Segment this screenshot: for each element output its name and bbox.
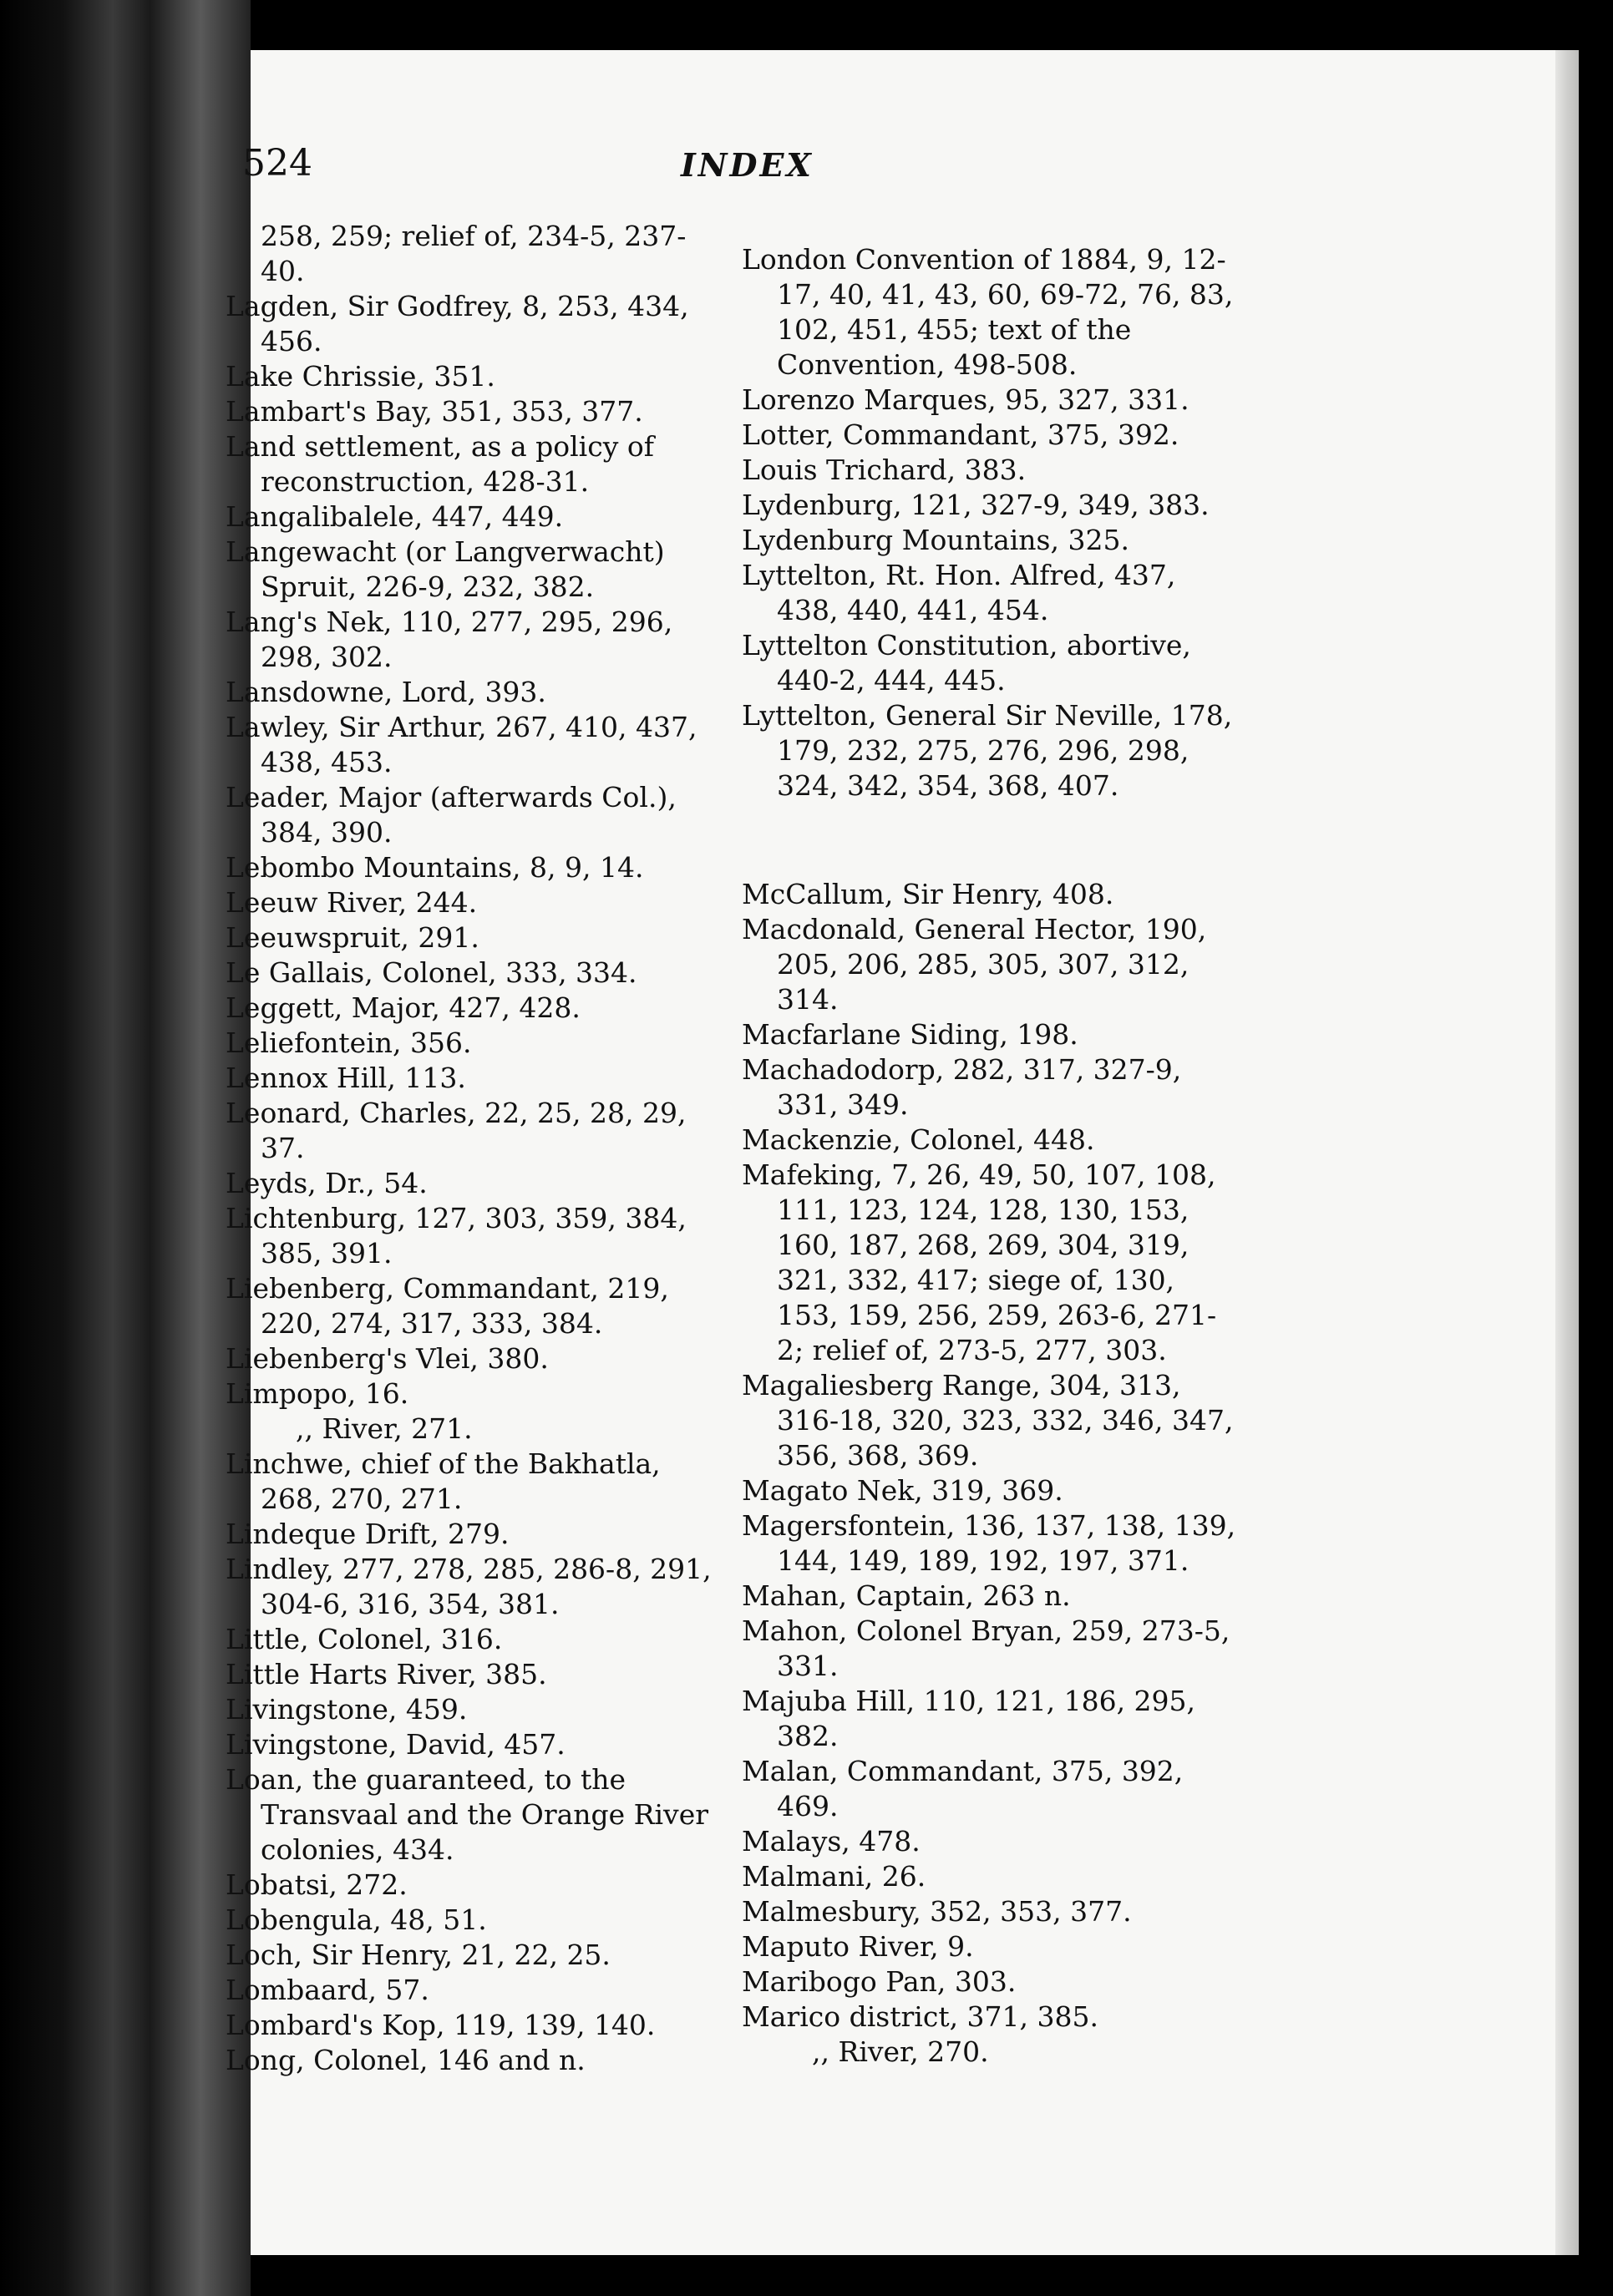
index-entry: Lorenzo Marques, 95, 327, 331.	[742, 383, 1189, 416]
index-entry: Lyttelton, Rt. Hon. Alfred, 437, 438, 440, 441, 454.	[742, 559, 1176, 626]
index-entry: Lydenburg Mountains, 325.	[742, 524, 1129, 556]
index-entry: Lambart's Bay, 351, 353, 377.	[226, 395, 643, 428]
index-entry: Mafeking, 7, 26, 49, 50, 107, 108, 111, 123, 124, 128, 130, 153, 160, 187, 268, 269, 304, 319, 321, 332, 417; siege of, 130, 153, 159, 256, 259, 263-6, 271-2; relief of, 273-5, 277, 303.	[742, 1158, 1217, 1366]
index-entry: Loch, Sir Henry, 21, 22, 25.	[226, 1939, 611, 1971]
index-entry: Lebombo Mountains, 8, 9, 14.	[226, 851, 644, 884]
index-entry: Maribogo Pan, 303.	[742, 1965, 1017, 1998]
index-entry: Leyds, Dr., 54.	[226, 1167, 428, 1199]
index-column-right	[742, 242, 1243, 2070]
index-entry: Lobengula, 48, 51.	[226, 1903, 487, 1936]
index-entry: Lydenburg, 121, 327-9, 349, 383.	[742, 489, 1210, 521]
index-entry: Lyttelton Constitution, abortive, 440-2, 444, 445.	[742, 629, 1191, 697]
index-entry: Leader, Major (afterwards Col.), 384, 390.	[226, 781, 677, 849]
index-entry: London Convention of 1884, 9, 12-17, 40, 41, 43, 60, 69-72, 76, 83, 102, 451, 455; text of the Convention, 498-508.	[742, 243, 1234, 381]
index-entry: Linchwe, chief of the Bakhatla, 268, 270, 271.	[226, 1447, 661, 1515]
index-entry: Limpopo, 16.	[226, 1377, 409, 1410]
index-entry: Malmesbury, 352, 353, 377.	[742, 1895, 1132, 1928]
index-entry: Lennox Hill, 113.	[226, 1062, 466, 1094]
index-entry: Loan, the guaranteed, to the Transvaal and the Orange River colonies, 434.	[226, 1763, 709, 1866]
index-entry-continuation: 258, 259; relief of, 234-5, 237-40.	[261, 220, 687, 287]
index-entry: Leeuwspruit, 291.	[226, 921, 479, 954]
index-entry: Marico district, 371, 385.	[742, 2000, 1099, 2033]
index-entry: Leliefontein, 356.	[226, 1026, 472, 1059]
index-entry: McCallum, Sir Henry, 408.	[742, 878, 1114, 910]
index-entry: Lotter, Commandant, 375, 392.	[742, 418, 1179, 451]
index-entry: Lindeque Drift, 279.	[226, 1518, 510, 1550]
index-entry: Leeuw River, 244.	[226, 886, 478, 919]
index-entry: Lang's Nek, 110, 277, 295, 296, 298, 302.	[226, 606, 673, 673]
index-entry: Mahan, Captain, 263 n.	[742, 1579, 1071, 1612]
index-entry: Macdonald, General Hector, 190, 205, 206, 285, 305, 307, 312, 314.	[742, 913, 1207, 1016]
index-entry: Little Harts River, 385.	[226, 1658, 547, 1690]
index-entry: Lobatsi, 272.	[226, 1868, 408, 1901]
index-entry: Mackenzie, Colonel, 448.	[742, 1123, 1095, 1156]
page-edge	[1555, 50, 1579, 2255]
index-entry: Liebenberg, Commandant, 219, 220, 274, 317, 333, 384.	[226, 1272, 669, 1340]
index-entry: Land settlement, as a policy of reconstruction, 428-31.	[226, 430, 654, 498]
section-gap	[742, 803, 1243, 877]
index-subentry: ,, River, 270.	[812, 2035, 989, 2068]
index-entry: Machadodorp, 282, 317, 327-9, 331, 349.	[742, 1053, 1182, 1121]
index-group-l	[742, 242, 1243, 803]
index-entry: Lichtenburg, 127, 303, 359, 384, 385, 391.	[226, 1202, 687, 1270]
index-entry: Little, Colonel, 316.	[226, 1623, 503, 1655]
index-entry: Livingstone, 459.	[226, 1693, 468, 1726]
running-head: INDEX	[681, 146, 814, 184]
index-entry: Malays, 478.	[742, 1825, 921, 1858]
index-entry: Leggett, Major, 427, 428.	[226, 991, 581, 1024]
index-entry: Lake Chrissie, 351.	[226, 360, 495, 393]
index-entry: Lagden, Sir Godfrey, 8, 253, 434, 456.	[226, 290, 689, 357]
index-entry: Macfarlane Siding, 198.	[742, 1018, 1078, 1051]
index-entry: Lombard's Kop, 119, 139, 140.	[226, 2009, 656, 2041]
index-column-left	[226, 219, 727, 2078]
index-entry: Lawley, Sir Arthur, 267, 410, 437, 438, 453.	[226, 711, 697, 778]
index-entry: Langewacht (or Langverwacht) Spruit, 226-9, 232, 382.	[226, 535, 665, 603]
index-entry: Lindley, 277, 278, 285, 286-8, 291, 304-6, 316, 354, 381.	[226, 1553, 712, 1620]
index-entry: Langalibalele, 447, 449.	[226, 500, 564, 533]
index-entry: Magato Nek, 319, 369.	[742, 1474, 1063, 1507]
index-entry: Le Gallais, Colonel, 333, 334.	[226, 956, 637, 989]
index-entry: Lansdowne, Lord, 393.	[226, 676, 546, 708]
book-spine	[0, 0, 251, 2296]
index-entry: Malan, Commandant, 375, 392, 469.	[742, 1755, 1184, 1822]
index-entry: Livingstone, David, 457.	[226, 1728, 566, 1761]
index-entry: Majuba Hill, 110, 121, 186, 295, 382.	[742, 1685, 1196, 1752]
index-entry: Lyttelton, General Sir Neville, 178, 179, 232, 275, 276, 296, 298, 324, 342, 354, 368, 407.	[742, 699, 1233, 802]
index-entry: Louis Trichard, 383.	[742, 454, 1027, 486]
index-entry: Magaliesberg Range, 304, 313, 316-18, 320, 323, 332, 346, 347, 356, 368, 369.	[742, 1369, 1234, 1472]
index-entry: Maputo River, 9.	[742, 1930, 974, 1963]
index-entry: Magersfontein, 136, 137, 138, 139, 144, 149, 189, 192, 197, 371.	[742, 1509, 1236, 1577]
index-entry: Liebenberg's Vlei, 380.	[226, 1342, 549, 1375]
index-entry: Mahon, Colonel Bryan, 259, 273-5, 331.	[742, 1614, 1230, 1682]
page-number: 524	[242, 142, 312, 185]
index-subentry: ,, River, 271.	[296, 1412, 473, 1445]
index-entry: Lombaard, 57.	[226, 1974, 429, 2006]
index-entry: Malmani, 26.	[742, 1860, 926, 1893]
index-entry: Leonard, Charles, 22, 25, 28, 29, 37.	[226, 1097, 687, 1164]
index-entry: Long, Colonel, 146 and n.	[226, 2044, 586, 2076]
index-group-m	[742, 877, 1243, 2070]
